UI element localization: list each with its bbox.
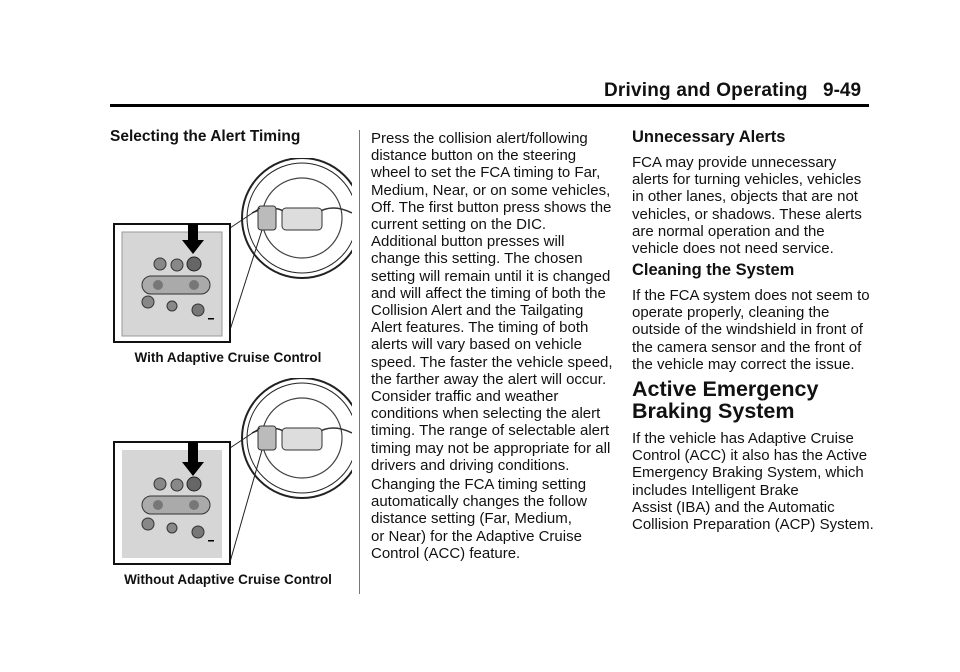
paragraph-unnecessary-alerts: FCA may provide unnecessary alerts for turning vehicles, vehicles in other lanes, objects that are not vehicles, or shadows. These alerts are normal operation and the vehicle does not need service. [632,154,862,258]
steering-wheel-acc-figure [112,158,352,348]
section-title: Driving and Operating [604,80,808,101]
steering-wheel-icon [242,158,352,278]
control-panel-icon [122,232,222,336]
header-rule [110,104,869,107]
paragraph-alert-timing: Press the collision alert/following distance button on the steering wheel to set the FCA timing to Far, Medium, Near, or on some vehicles, Off. The first button press shows the current setting on the DIC. Additional button presses will change this setting. The chosen setting will remain until it is changed and will affect the timing of both the Collision Alert and the Tailgating Alert features. The timing of both alerts will vary based on vehicle speed. The faster the vehicle speed, the farther away the alert will occur. Consider traffic and weather conditions when selecting the alert timing. The range of selectable alert timing may not be appropriate for all drivers and driving conditions. [371,130,613,474]
heading-cleaning-system: Cleaning the System [632,261,795,279]
heading-active-emergency: Active Emergency [632,377,819,401]
steering-wheel-no-acc-figure [112,378,352,568]
heading-braking-system: Braking System [632,399,795,423]
paragraph-cleaning-system: If the FCA system does not seem to operate properly, cleaning the outside of the windshield in front of the camera sensor and the front of the vehicle may correct the issue. [632,287,870,373]
column-divider [359,130,360,594]
steering-wheel-icon [242,378,352,498]
section-heading-alert-timing: Selecting the Alert Timing [110,128,301,145]
figure-caption-acc: With Adaptive Cruise Control [134,350,322,365]
paragraph-fca-acc: Changing the FCA timing setting automatically changes the follow distance setting (Far, Medium, or Near) for the Adaptive Cruise Control (ACC) feature. [371,476,587,562]
heading-unnecessary-alerts: Unnecessary Alerts [632,128,786,146]
page-number: 9-49 [823,80,862,101]
figure-caption-no-acc: Without Adaptive Cruise Control [124,572,332,587]
paragraph-active-emergency-braking: If the vehicle has Adaptive Cruise Control (ACC) it also has the Active Emergency Braking System, which includes Intelligent Brake Assist (IBA) and the Automatic Collision Preparation (ACP) System. [632,430,874,534]
control-panel-icon [122,450,222,558]
